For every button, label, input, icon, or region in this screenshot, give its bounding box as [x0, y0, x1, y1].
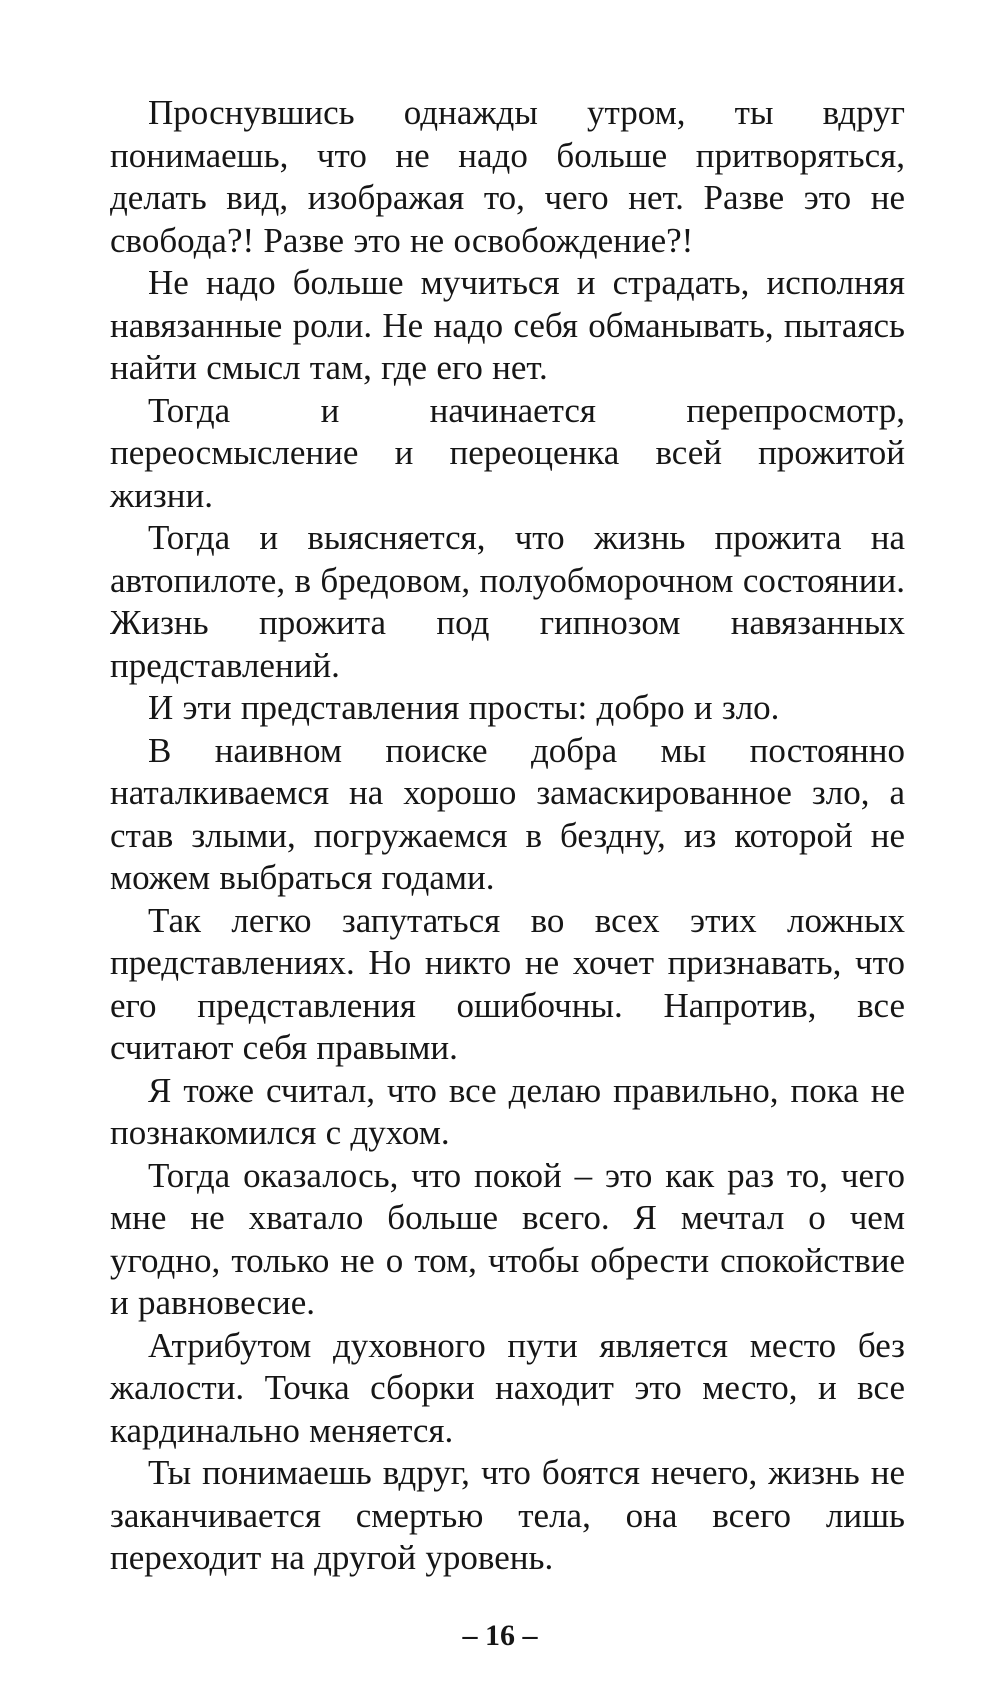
- paragraph-3: Тогда и начинается перепросмотр, переосмысление и переоценка всей прожитой жизни.: [110, 390, 905, 515]
- paragraph-11: Ты понимаешь вдруг, что боятся нечего, жизнь не заканчивается смертью тела, она всего лишь переходит на другой уровень.: [110, 1453, 905, 1577]
- page-number: – 16 –: [462, 1619, 538, 1652]
- paragraph-2: Не надо больше мучиться и страдать, исполняя навязанные роли. Не надо себя обманывать, пытаясь найти смысл там, где его нет.: [110, 263, 905, 387]
- paragraph-7: Так легко запутаться во всех этих ложных представлениях. Но никто не хочет признавать, что его представления ошибочны. Напротив, все считают себя правыми.: [110, 900, 905, 1067]
- paragraph-6: В наивном поиске добра мы постоянно наталкиваемся на хорошо замаскированное зло, а став злыми, погружаемся в бездну, из которой не можем выбраться годами.: [110, 730, 905, 897]
- paragraph-5: И эти представления просты: добро и зло.: [148, 688, 780, 727]
- paragraph-4: Тогда и выясняется, что жизнь прожита на автопилоте, в бредовом, полуобморочном состоянии. Жизнь прожита под гипнозом навязанных представлений.: [110, 518, 905, 685]
- paragraph-8: Я тоже считал, что все делаю правильно, пока не познакомился с духом.: [110, 1070, 905, 1152]
- paragraph-10: Атрибутом духовного пути является место без жалости. Точка сборки находит это место, и все кардинально меняется.: [110, 1325, 905, 1450]
- paragraph-9: Тогда оказалось, что покой – это как раз то, чего мне не хватало больше всего. Я мечтал о чем угодно, только не о том, чтобы обрести спокойствие и равновесие.: [110, 1155, 905, 1322]
- body-text: [110, 92, 905, 1580]
- paragraph-1: Проснувшись однажды утром, ты вдруг понимаешь, что не надо больше притворяться, делать вид, изображая то, чего нет. Разве это не свобода?! Разве это не освобождение?!: [110, 93, 905, 260]
